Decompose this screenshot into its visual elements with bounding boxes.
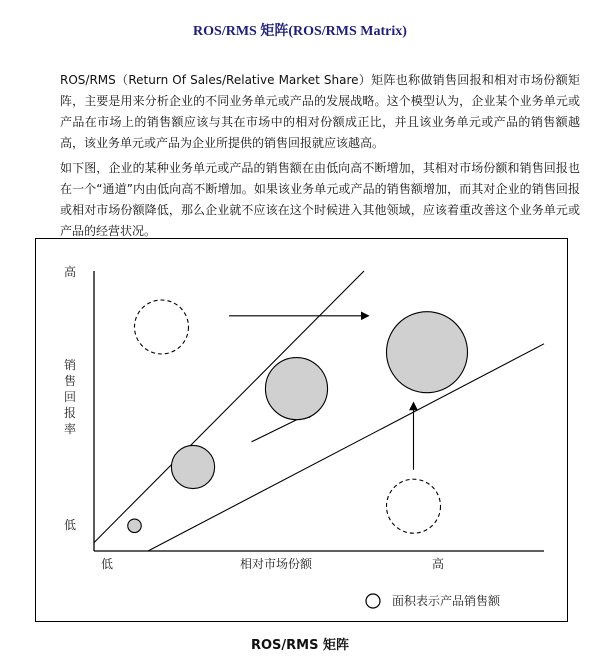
product-5-circle bbox=[135, 300, 189, 354]
legend-label: 面积表示产品销售额 bbox=[392, 594, 501, 608]
legend-circle-icon bbox=[366, 594, 380, 608]
x-axis-label: 相对市场份额 bbox=[240, 557, 313, 571]
page-title: ROS/RMS 矩阵(ROS/RMS Matrix) bbox=[193, 24, 407, 39]
intro-paragraph: ROS/RMS（Return Of Sales/Relative Market Share）矩阵也称做销售回报和相对市场份额矩阵，主要是用来分析企业的不同业务单元或产品的发展战略。这个模型认为，企业某个业务单元或产品在市场上的销售额应该与其在市场中的相对份额成正比，并且该业务单元或产品的销售额越高，该业务单元或产品为企业所提供的销售回报就应该越高。 bbox=[60, 73, 580, 150]
product-2-circle bbox=[171, 445, 214, 488]
ros-rms-matrix-figure bbox=[35, 238, 568, 622]
x-tick-high: 高 bbox=[432, 557, 445, 571]
channel-lower-line bbox=[148, 344, 544, 551]
x-tick-low: 低 bbox=[101, 557, 114, 571]
product-1-circle bbox=[128, 519, 142, 533]
product-6-circle bbox=[387, 479, 441, 533]
explanation-paragraph: 如下图，企业的某种业务单元或产品的销售额在由低向高不断增加，其相对市场份额和销售回报也在一个“通道”内由低向高不断增加。如果该业务单元或产品的销售额增加，而其对企业的销售回报或相对市场份额降低，那么企业就不应该在这个时候进入其他领域，应该着重改善这个业务单元或产品的经营状况。 bbox=[60, 161, 580, 238]
y-tick-low: 低 bbox=[64, 518, 77, 532]
ros-rms-chart bbox=[36, 239, 567, 621]
figure-caption: ROS/RMS 矩阵 bbox=[250, 638, 349, 653]
product-4-circle bbox=[387, 312, 468, 393]
y-tick-high: 高 bbox=[64, 265, 77, 279]
y-axis-label: 销售回报率 bbox=[64, 358, 77, 436]
product-3-circle bbox=[265, 358, 327, 420]
channel-upper-line bbox=[94, 271, 364, 543]
